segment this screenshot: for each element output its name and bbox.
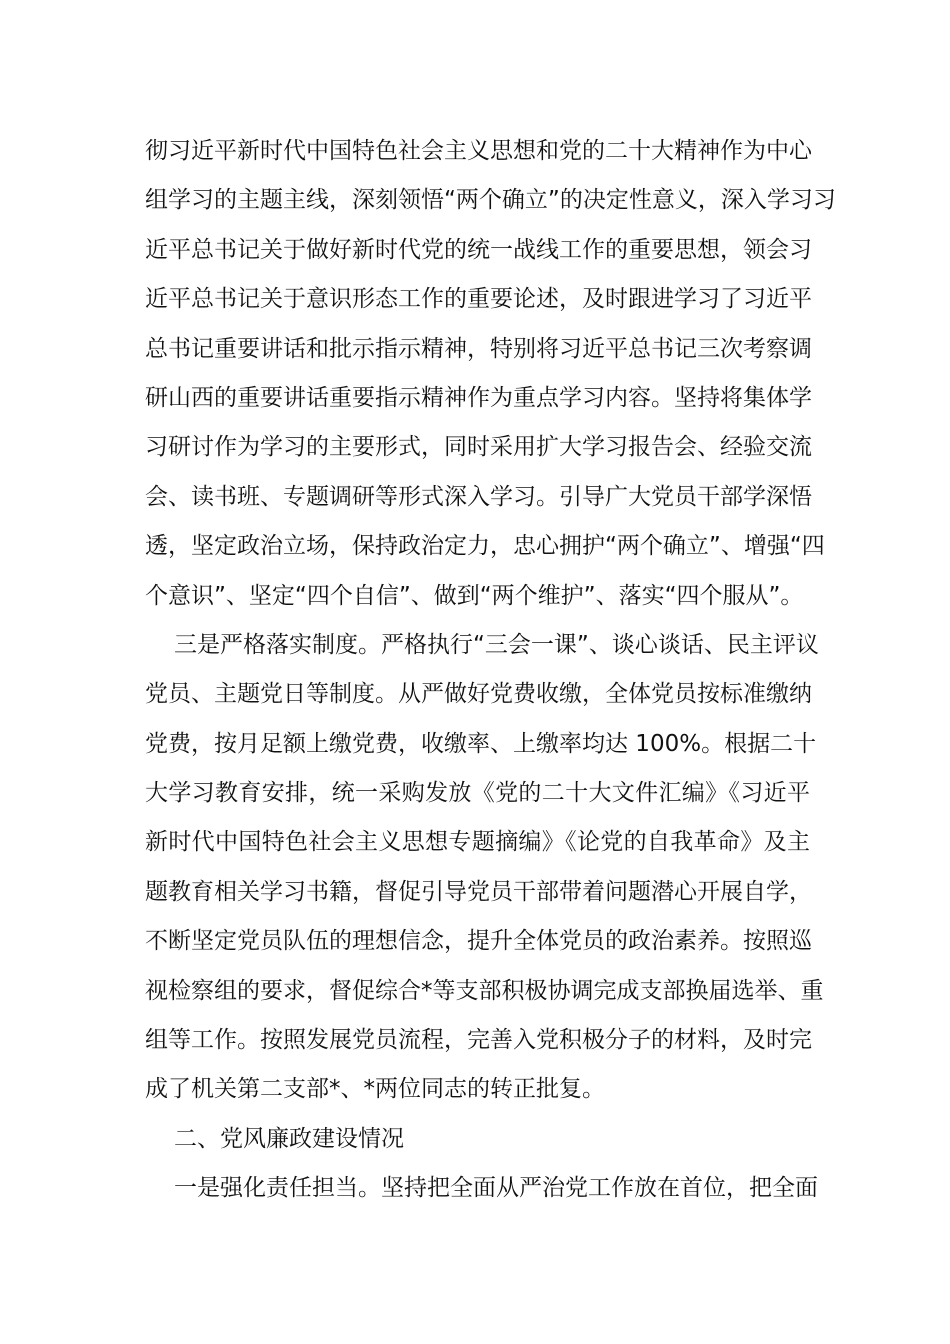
paragraph-line: 题教育相关学习书籍，督促引导党员干部带着问题潜心开展自学， <box>145 878 812 905</box>
paragraph-line: 总书记重要讲话和批示指示精神，特别将习近平总书记三次考察调 <box>145 335 812 362</box>
paragraph-line: 一是强化责任担当。坚持把全面从严治党工作放在首位，把全面 <box>174 1175 818 1202</box>
paragraph-line: 党费，按月足额上缴党费，收缴率、上缴率均达 100%。根据二十 <box>145 730 817 757</box>
paragraph-line: 透，坚定政治立场，保持政治定力，忠心拥护“两个确立”、增强“四 <box>145 533 825 560</box>
paragraph-line: 不断坚定党员队伍的理想信念，提升全体党员的政治素养。按照巡 <box>145 928 812 955</box>
paragraph-line: 视检察组的要求，督促综合*等支部积极协调完成支部换届选举、重 <box>145 977 824 1004</box>
paragraph-line: 会、读书班、专题调研等形式深入学习。引导广大党员干部学深悟 <box>145 483 812 510</box>
document-body <box>145 127 836 1214</box>
paragraph-line: 党员、主题党日等制度。从严做好党费收缴，全体党员按标准缴纳 <box>145 681 812 708</box>
paragraph-line: 研山西的重要讲话重要指示精神作为重点学习内容。坚持将集体学 <box>145 384 812 411</box>
paragraph-line: 组等工作。按照发展党员流程，完善入党积极分子的材料，及时完 <box>145 1027 812 1054</box>
paragraph-line: 近平总书记关于做好新时代党的统一战线工作的重要思想，领会习 <box>145 236 812 263</box>
paragraph-line: 彻习近平新时代中国特色社会主义思想和党的二十大精神作为中心 <box>145 138 812 164</box>
paragraph-line: 近平总书记关于意识形态工作的重要论述，及时跟进学习了习近平 <box>145 286 812 313</box>
paragraph-line: 习研讨作为学习的主要形式，同时采用扩大学习报告会、经验交流 <box>145 434 812 461</box>
paragraph-line: 个意识”、坚定“四个自信”、做到“两个维护”、落实“四个服从”。 <box>145 582 804 609</box>
paragraph-line: 大学习教育安排，统一采购发放《党的二十大文件汇编》《习近平 <box>145 780 810 807</box>
paragraph-line: 成了机关第二支部*、*两位同志的转正批复。 <box>145 1076 605 1103</box>
section-heading: 二、党风廉政建设情况 <box>174 1125 404 1152</box>
paragraph-line: 三是严格落实制度。严格执行“三会一课”、谈心谈话、民主评议 <box>174 631 819 658</box>
paragraph-line: 新时代中国特色社会主义思想专题摘编》《论党的自我革命》及主 <box>145 829 810 856</box>
paragraph-line: 组学习的主题主线，深刻领悟“两个确立”的决定性意义，深入学习习 <box>145 187 836 214</box>
